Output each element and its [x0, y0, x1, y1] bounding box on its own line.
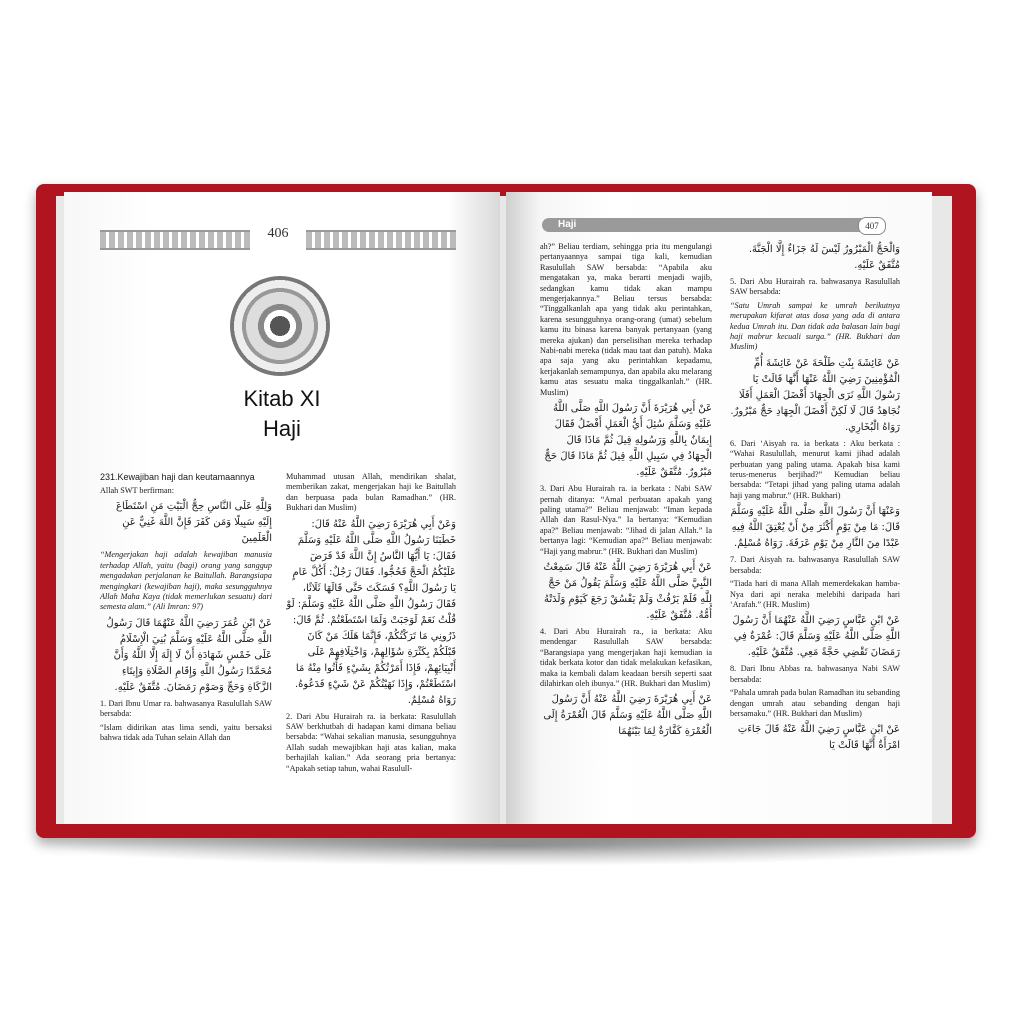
hadith-text: ah?” Beliau terdiam, sehingga pria itu mengulangi pertanyaannya sampai tiga kali, kemudian Rasulullah SAW bersabda: “Apabila aku mengatakan ya, maka berarti menjadi wajib, sedangkan kamu tidak akan mampu mengerjakannya.” Beliau tersus bersabda: “Tinggalkanlah apa yang tidak aku perintahkan, karena sesungguhnya orang-orang (umat) sebelum kamu itu binasa karena banyak pertanyaan (yang mereka ajukan) dan perselisihan mereka terhadap Nabi-nabi mereka (tidak mau taat dan patuh). Maka apa saja yang aku perintahkan kepadamu, kerjakanlah semampunya, dan apabila aku melarang kamu atas sesuatu maka tinggalkanlah.” (HR. Muslim) — [540, 242, 712, 397]
hadith-intro: 7. Dari Aisyah ra. bahwasanya Rasulullah SAW bersabda: — [730, 555, 900, 575]
arabic-hadith: عَنْ ابْنِ عَبَّاسٍ رَضِيَ اللَّهُ عَنْهُمَا أَنَّ رَسُولَ اللَّهِ صَلَّى اللَّهُ عَلَيْهِ وَسَلَّمَ قَالَ: عُمْرَةٌ فِي رَمَضَانَ تَقْضِي حَجَّةً مَعِي. مُتَّفَقٌ عَلَيْهِ. — [732, 615, 900, 659]
left-page — [64, 192, 500, 824]
section-heading: 231.Kewajiban haji dan keutamaannya — [100, 472, 255, 482]
hadith-text: Muhammad utusan Allah, mendirikan shalat, memberikan zakat, mengerjakan haji ke Baitullah dan berpuasa pada bulan Ramadhan.” (HR. Bukhari dan Muslim) — [286, 472, 456, 513]
right-column-2 — [730, 242, 900, 757]
running-head-title: Haji — [558, 219, 577, 230]
hadith-text: “Pahala umrah pada bulan Ramadhan itu sebanding dengan umrah atau sebanding dengan haji bersamaku.” (HR. Bukhari dan Muslim) — [730, 688, 900, 718]
chapter-subtitle: Haji — [263, 416, 301, 441]
header-ornament-right — [306, 230, 456, 250]
hadith-intro: 5. Dari Abu Hurairah ra. bahwasanya Rasulullah SAW bersabda: — [730, 277, 900, 297]
hadith-text: “Tiada hari di mana Allah memerdekakan hamba-Nya dari api neraka melebihi daripada hari ‘Arafah.” (HR. Muslim) — [730, 579, 900, 609]
intro-text: Allah SWT berfirman: — [100, 486, 174, 495]
hadith-intro: 8. Dari Ibnu Abbas ra. bahwasanya Nabi SAW bersabda: — [730, 664, 900, 684]
hadith-text: “Islam didirikan atas lima sendi, yaitu bersaksi bahwa tidak ada Tuhan selain Allah dan — [100, 722, 272, 743]
arabic-hadith: وَعَنْ أَبِي هُرَيْرَةَ رَضِيَ اللَّهُ عَنْهُ قَالَ: خَطَبَنَا رَسُولُ اللَّهِ صَلَّى اللَّهُ عَلَيْهِ وَسَلَّمَ فَقَالَ: يَا أَيُّهَا النَّاسُ إِنَّ اللَّهَ قَدْ فَرَضَ عَلَيْكُمُ الْحَجَّ فَحُجُّوا. فَقَالَ رَجُلٌ: أَكُلَّ عَامٍ يَا رَسُولَ اللَّهِ؟ فَسَكَتَ حَتَّى قَالَهَا ثَلَاثًا، فَقَالَ رَسُولُ اللَّهِ صَلَّى اللَّهُ عَلَيْهِ وَسَلَّمَ: لَوْ قُلْتُ نَعَمْ لَوَجَبَتْ وَلَمَا اسْتَطَعْتُمْ. ثُمَّ قَالَ: ذَرُونِي مَا تَرَكْتُكُمْ، فَإِنَّمَا هَلَكَ مَنْ كَانَ قَبْلَكُمْ بِكَثْرَةِ سُؤَالِهِمْ، وَاخْتِلَافِهِمْ عَلَى أَنْبِيَائِهِمْ، فَإِذَا أَمَرْتُكُمْ بِشَيْءٍ فَأْتُوا مِنْهُ مَا اسْتَطَعْتُمْ، وَإِذَا نَهَيْتُكُمْ عَنْ شَيْءٍ فَدَعُوهُ. رَوَاهُ مُسْلِمٌ. — [286, 518, 456, 706]
right-page — [506, 192, 932, 824]
chapter-medallion-icon — [230, 276, 330, 376]
hadith-text: 6. Dari ‘Aisyah ra. ia berkata : Aku berkata : “Wahai Rasulullah, menurut kami jihad adalah perbuatan yang paling utama. Apakah bisa kami terus-menerus berjihad?” Kemudian beliau bersabda: “Tetapi jihad yang paling utama adalah haji yang mabrur.” (HR. Bukhari) — [730, 438, 900, 500]
left-column-2 — [286, 472, 456, 777]
arabic-hadith: عَنْ ابْنِ عُمَرَ رَضِيَ اللَّهُ عَنْهُمَا قَالَ رَسُولُ اللَّهِ صَلَّى اللَّهُ عَلَيْهِ وَسَلَّمَ بُنِيَ الْإِسْلَامُ عَلَى خَمْسٍ شَهَادَةِ أَنْ لَا إِلَهَ إِلَّا اللَّهُ وَأَنَّ مُحَمَّدًا رَسُولُ اللَّهِ وَإِقَامِ الصَّلَاةِ وَإِيتَاءِ الزَّكَاةِ وَحَجِّ وَصَوْمِ رَمَضَانَ. مُتَّفَقٌ عَلَيْهِ. — [106, 617, 272, 693]
hadith-text: 2. Dari Abu Hurairah ra. ia berkata: Rasulullah SAW berkhutbah di hadapan kami dimana beliau bersabda: “Wahai sekalian manusia, sesungguhnya Allah sudah mewajibkan haji atas kalian, maka berhajilah kalian.” Ada seorang pria bertanya: “Apakah setiap tahun, wahai Rasulull- — [286, 711, 456, 773]
running-head-bar — [542, 218, 886, 232]
hadith-text: “Satu Umrah sampai ke umrah berikutnya merupakan kifarat atas dosa yang ada di antara kedua Umrah itu. Dan tidak ada balasan lain bagi haji mabrur kecuali surga.” (HR. Bukhari dan Muslim) — [730, 300, 900, 352]
arabic-hadith: عَنْ أَبِي هُرَيْرَةَ رَضِيَ اللَّهُ عَنْهُ أَنَّ رَسُولَ اللَّهِ صَلَّى اللَّهُ عَلَيْهِ وَسَلَّمَ قَالَ الْعُمْرَةُ إِلَى الْعُمْرَةِ كَفَّارَةٌ لِمَا بَيْنَهُمَا — [543, 694, 712, 738]
hadith-text: 3. Dari Abu Hurairah ra. ia berkata : Nabi SAW pernah ditanya: “Amal perbuatan apakah yang paling utama?” Beliau menjawab: “Iman kepada Allah dan Rasul-Nya.” Ia bertanya: “Kemudian apa?” Beliau menjawab: “Jihad di jalan Allah.” Ia bertanya lagi: “Kemudian apa?” Beliau menjawab: “Haji yang mabrur.” (HR. Bukhari dan Muslim) — [540, 484, 712, 556]
left-column-1 — [100, 472, 272, 746]
header-ornament-left — [100, 230, 250, 250]
arabic-hadith: عَنْ أَبِي هُرَيْرَةَ أَنَّ رَسُولَ اللَّهِ صَلَّى اللَّهُ عَلَيْهِ وَسَلَّمَ سُئِلَ أَيُّ الْعَمَلِ أَفْضَلُ فَقَالَ إِيمَانٌ بِاللَّهِ وَرَسُولِهِ قِيلَ ثُمَّ مَاذَا قَالَ الْجِهَادُ فِي سَبِيلِ اللَّهِ قِيلَ ثُمَّ مَاذَا قَالَ حَجٌّ مَبْرُورٌ. مُتَّفَقٌ عَلَيْهِ. — [544, 403, 712, 479]
arabic-hadith: وَالْحَجُّ الْمَبْرُورُ لَيْسَ لَهُ جَزَاءٌ إِلَّا الْجَنَّةَ. مُتَّفَقٌ عَلَيْهِ. — [748, 244, 900, 271]
arabic-verse: وَلِلَّهِ عَلَى النَّاسِ حِجُّ الْبَيْتِ مَنِ اسْتَطَاعَ إِلَيْهِ سَبِيلًا وَمَن كَفَرَ فَإِنَّ اللَّهَ غَنِيٌّ عَنِ الْعَلَمِينَ — [115, 501, 272, 545]
hadith-intro: 1. Dari Ibnu Umar ra. bahwasanya Rasulullah SAW bersabda: — [100, 698, 272, 719]
arabic-hadith: عَنْ عَائِشَةَ بِنْتِ طَلْحَةَ عَنْ عَائِشَةَ أُمِّ الْمُؤْمِنِينَ رَضِيَ اللَّهُ عَنْهَا أَنَّهَا قَالَتْ يَا رَسُولَ اللَّهِ نَرَى الْجِهَادَ أَفْضَلَ الْعَمَلِ أَفَلَا نُجَاهِدُ قَالَ لَا لَكِنَّ أَفْضَلَ الْجِهَادِ حَجٌّ مَبْرُورٌ. رَوَاهُ الْبُخَارِي. — [730, 357, 900, 433]
arabic-hadith: عَنْ أَبِي هُرَيْرَةَ رَضِيَ اللَّهُ عَنْهُ قَالَ سَمِعْتُ النَّبِيَّ صَلَّى اللَّهُ عَلَيْهِ وَسَلَّمَ يَقُولُ مَنْ حَجَّ لِلَّهِ فَلَمْ يَرْفُثْ وَلَمْ يَفْسُقْ رَجَعَ كَيَوْمِ وَلَدَتْهُ أُمُّهُ. مُتَّفَقٌ عَلَيْهِ. — [543, 561, 712, 621]
page-number-left: 406 — [267, 226, 289, 241]
right-column-1 — [540, 242, 712, 743]
hadith-text: 4. Dari Abu Hurairah ra., ia berkata: Aku mendengar Rasulullah SAW bersabda: “Barangsiapa yang mengerjakan haji kemudian ia tidak berkata kotor dan tidak melakukan kefasikan, maka ia kembali dalam keadaan bersih seperti saat dilahirkan oleh ibunya.” (HR. Bukhari dan Muslim) — [540, 626, 712, 688]
arabic-hadith: وَعَنْهَا أَنَّ رَسُولَ اللَّهِ صَلَّى اللَّهُ عَلَيْهِ وَسَلَّمَ قَالَ: مَا مِنْ يَوْمٍ أَكْثَرَ مِنْ أَنْ يُعْتِقَ اللَّهُ فِيهِ عَبْدًا مِنَ النَّارِ مِنْ يَوْمِ عَرَفَةَ. رَوَاهُ مُسْلِمٌ. — [730, 506, 900, 550]
verse-translation: “Mengerjakan haji adalah kewajiban manusia terhadap Allah, yaitu (bagi) orang yang sanggup mengadakan perjalanan ke Baitullah. Barangsiapa mengingkari (kewajiban haji), maka sesungguhnya Allah Maha Kaya (tidak memerlukan sesuatu) dari semesta alam.” (Ali Imran: 97) — [100, 550, 272, 612]
chapter-title: Kitab XI — [243, 386, 321, 411]
page-number-right: 407 — [858, 217, 886, 235]
arabic-hadith: عَنْ ابْنِ عَبَّاسٍ رَضِيَ اللَّهُ عَنْهُ قَالَ جَاءَتِ امْرَأَةٌ أَنَّهَا قَالَتْ يَا — [737, 724, 900, 752]
